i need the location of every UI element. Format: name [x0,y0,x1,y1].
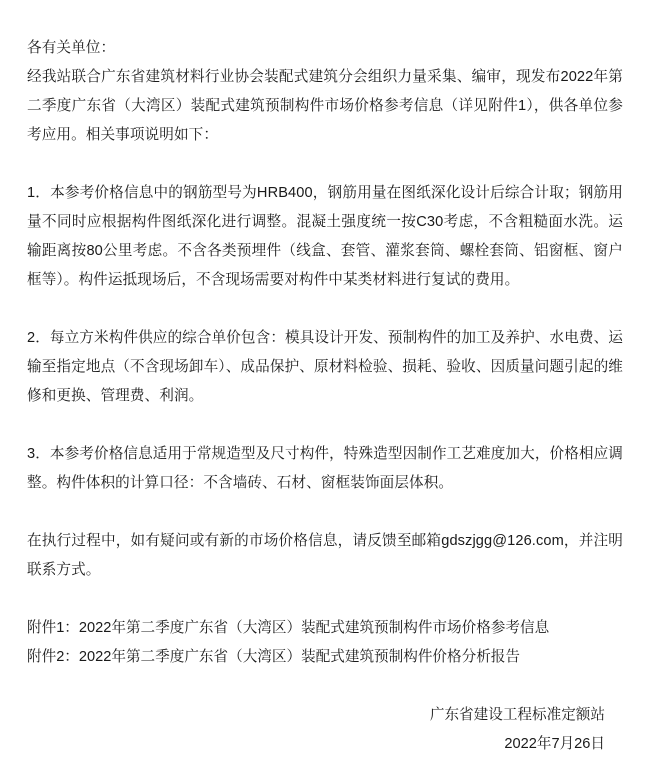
signature-block [27,701,623,759]
attachment-item-2: 附件2：2022年第二季度广东省（大湾区）装配式建筑预制构件价格分析报告 [27,649,520,665]
salutation: 各有关单位： [27,40,116,56]
intro-paragraph: 经我站联合广东省建筑材料行业协会装配式建筑分会组织力量采集、编审，现发布2022年第二季度广东省（大湾区）装配式建筑预制构件市场价格参考信息（详见附件1），供各单位参考应用。相关事项说明如下： [27,69,623,143]
issue-date: 2022年7月26日 [504,736,605,752]
feedback-paragraph: 在执行过程中，如有疑问或有新的市场价格信息，请反馈至邮箱gdszjgg@126.com，并注明联系方式。 [27,533,623,578]
clause-paragraph-1: 1．本参考价格信息中的钢筋型号为HRB400，钢筋用量在图纸深化设计后综合计取；钢筋用量不同时应根据构件图纸深化进行调整。混凝土强度统一按C30考虑，不含粗糙面水洗。运输距离按80公里考虑。不含各类预埋件（线盒、套管、灌浆套筒、螺栓套筒、铝窗框、窗户框等）。构件运抵现场后，不含现场需要对构件中某类材料进行复试的费用。 [27,185,623,288]
clause-paragraph-2: 2．每立方米构件供应的综合单价包含：模具设计开发、预制构件的加工及养护、水电费、运输至指定地点（不含现场卸车）、成品保护、原材料检验、损耗、验收、因质量问题引起的维修和更换、管理费、利润。 [27,330,623,404]
attachment-list [27,614,623,672]
issuer-name: 广东省建设工程标准定额站 [429,707,605,723]
clause-paragraph-3: 3．本参考价格信息适用于常规造型及尺寸构件，特殊造型因制作工艺难度加大，价格相应调整。构件体积的计算口径：不含墙砖、石材、窗框装饰面层体积。 [27,446,623,491]
attachment-item-1: 附件1：2022年第二季度广东省（大湾区）装配式建筑预制构件市场价格参考信息 [27,620,550,636]
